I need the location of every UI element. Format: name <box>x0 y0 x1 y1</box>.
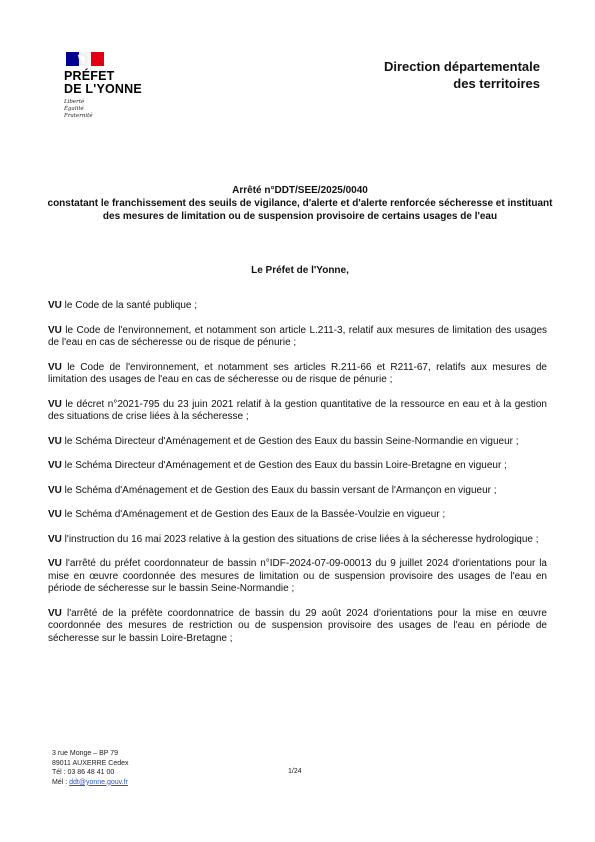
footer-address-2: 89011 AUXERRE Cedex <box>52 759 129 767</box>
issuing-directorate <box>384 58 540 92</box>
page-number: 1/24 <box>288 768 302 775</box>
direction-line-1: Direction départementale <box>383 59 540 74</box>
prefecture-name <box>64 70 142 96</box>
vu-item: VU le Code de l'environnement, et notamment son article L.211-3, relatif aux mesures de limitation des usages de l'eau en cas de sécheresse ou de risque de pénurie ; <box>48 324 547 348</box>
footer-contact <box>52 749 129 787</box>
republic-motto <box>64 99 142 120</box>
vu-item: VU le Schéma d'Aménagement et de Gestion des Eaux de la Bassée-Voulzie en vigueur ; <box>48 509 446 520</box>
footer-phone: Tél : 03 86 48 41 00 <box>52 769 115 776</box>
marianne-flag-icon <box>66 52 104 66</box>
motto-fraternite: Fraternité <box>64 113 93 119</box>
decree-number: Arrêté n°DDT/SEE/2025/0040 <box>232 185 368 196</box>
decree-subject: constatant le franchissement des seuils de vigilance, d'alerte et d'alerte renforcée sécheresse et instituant des mesures de limitation ou de suspension provisoire de certains usages de l'eau <box>47 198 553 222</box>
vu-item: VU le Schéma Directeur d'Aménagement et de Gestion des Eaux du bassin Seine-Normandie en vigueur ; <box>48 435 519 447</box>
vu-item: VU le Code de l'environnement, et notamment ses articles R.211-66 et R211-67, relatifs aux mesures de limitation des usages de l'eau en cas de sécheresse ou de risque de pénurie ; <box>48 361 547 385</box>
footer-mail-line: Mél : ddt@yonne.gouv.fr <box>52 778 128 786</box>
prefecture-logo <box>64 52 142 120</box>
vu-item: VU le Schéma Directeur d'Aménagement et de Gestion des Eaux du bassin Loire-Bretagne en vigueur ; <box>48 460 507 471</box>
footer-address-1: 3 rue Monge – BP 79 <box>52 750 119 757</box>
prefet-heading: Le Préfet de l'Yonne, <box>251 265 349 276</box>
vu-item: VU le décret n°2021-795 du 23 juin 2021 relatif à la gestion quantitative de la ressource en eau et à la gestion des situations de crise liées à la sécheresse ; <box>48 398 547 422</box>
footer-mail-link[interactable]: ddt@yonne.gouv.fr <box>69 778 128 786</box>
vu-item: VU le Schéma d'Aménagement et de Gestion des Eaux du bassin versant de l'Armançon en vigueur ; <box>48 484 497 496</box>
decree-title <box>45 184 555 223</box>
vu-item: VU l'arrêté du préfet coordonnateur de bassin n°IDF-2024-07-09-00013 du 9 juillet 2024 d'orientations pour la mise en œuvre coordonnée des mesures de limitation ou de suspension provisoire des usages de l'eau en période de sécheresse sur le bassin Seine-Normandie ; <box>48 558 547 594</box>
vu-list <box>48 300 547 657</box>
motto-egalite: Égalité <box>64 106 84 112</box>
prefecture-line-1: PRÉFET <box>64 69 115 83</box>
motto-liberte: Liberté <box>64 99 85 105</box>
direction-line-2: des territoires <box>453 76 540 91</box>
vu-item: VU l'instruction du 16 mai 2023 relative à la gestion des situations de crise liées à la sécheresse hydrologique ; <box>48 533 539 545</box>
vu-item: VU le Code de la santé publique ; <box>48 300 198 311</box>
vu-item: VU l'arrêté de la préfète coordonnatrice de bassin du 29 août 2024 d'orientations pour la mise en œuvre coordonnée des mesures de restriction ou de suspension provisoire des usages de l'eau en période de sécheresse sur le bassin Loire-Bretagne ; <box>48 607 547 644</box>
prefecture-line-2: DE L'YONNE <box>64 82 142 96</box>
